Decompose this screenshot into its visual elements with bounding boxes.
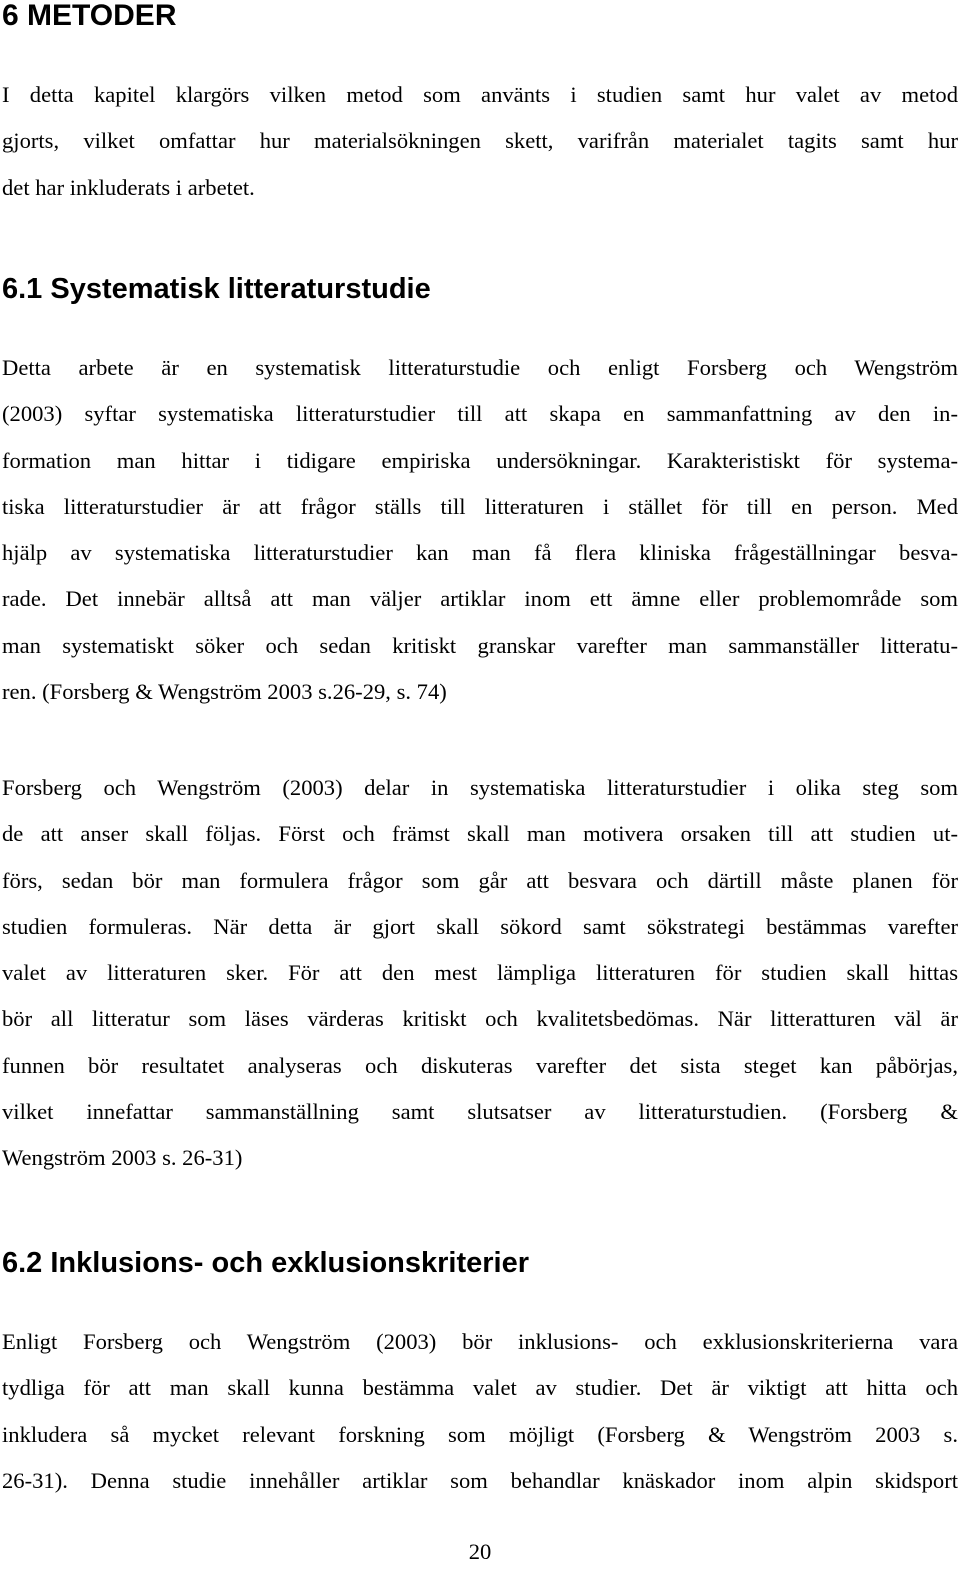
text-line: formation man hittar i tidigare empiriska undersökningar. Karakteristiskt för systema-: [2, 447, 958, 473]
section-6-1-paragraph-1: [2, 345, 958, 715]
section-6-2-paragraph-1: [2, 1319, 958, 1504]
text-line: rade. Det innebär alltså att man väljer artiklar inom ett ämne eller problemområde som: [2, 586, 958, 612]
page-number: 20: [468, 1539, 492, 1564]
text-line: tiska litteraturstudier är att frågor ställs till litteraturen i stället för till en person. Med: [2, 493, 958, 519]
text-line: gjorts, vilket omfattar hur materialsökningen skett, varifrån materialet tagits samt hur: [2, 128, 958, 154]
chapter-intro-paragraph: [2, 72, 958, 211]
text-line: hjälp av systematiska litteraturstudier kan man få flera kliniska frågeställningar besva-: [2, 540, 958, 566]
text-line: valet av litteraturen sker. För att den mest lämpliga litteraturen för studien skall hittas: [2, 960, 958, 986]
section-6-2-heading: 6.2 Inklusions- och exklusionskriterier: [2, 1247, 530, 1279]
text-line: 26-31). Denna studie innehåller artiklar som behandlar knäskador inom alpin skidsport: [2, 1467, 958, 1493]
section-6-1-heading: 6.1 Systematisk litteraturstudie: [2, 273, 431, 305]
text-line: man systematiskt söker och sedan kritiskt granskar varefter man sammanställer litteratu-: [2, 632, 958, 658]
text-line: Wengström 2003 s. 26-31): [2, 1145, 243, 1171]
text-line: de att anser skall följas. Först och främst skall man motivera orsaken till att studien ut-: [2, 821, 958, 847]
text-line: inkludera så mycket relevant forskning som möjligt (Forsberg & Wengström 2003 s.: [2, 1421, 958, 1447]
text-line: bör all litteratur som läses värderas kritiskt och kvalitetsbedömas. När litteratturen väl är: [2, 1006, 958, 1032]
text-line: I detta kapitel klargörs vilken metod som använts i studien samt hur valet av metod: [2, 82, 958, 107]
text-line: vilket innefattar sammanställning samt slutsatser av litteraturstudien. (Forsberg &: [2, 1099, 958, 1125]
text-line: (2003) syftar systematiska litteraturstudier till att skapa en sammanfattning av den in-: [2, 401, 958, 427]
text-line: Enligt Forsberg och Wengström (2003) bör inklusions- och exklusionskriterierna vara: [2, 1329, 958, 1354]
text-line: Detta arbete är en systematisk litteraturstudie och enligt Forsberg och Wengström: [2, 355, 958, 380]
text-line: funnen bör resultatet analyseras och diskuteras varefter det sista steget kan påbörjas,: [2, 1052, 958, 1078]
text-line: tydliga för att man skall kunna bestämma valet av studier. Det är viktigt att hitta och: [2, 1375, 958, 1401]
text-line: Forsberg och Wengström (2003) delar in systematiska litteraturstudier i olika steg som: [2, 775, 958, 800]
text-line: det har inkluderats i arbetet.: [2, 174, 255, 200]
text-line: studien formuleras. När detta är gjort skall sökord samt sökstrategi bestämmas varefter: [2, 913, 958, 939]
text-line: förs, sedan bör man formulera frågor som går att besvara och därtill måste planen för: [2, 867, 958, 893]
text-line: ren. (Forsberg & Wengström 2003 s.26-29, s. 74): [2, 679, 447, 705]
chapter-heading: 6 METODER: [2, 0, 177, 32]
section-6-1-paragraph-2: [2, 765, 958, 1182]
